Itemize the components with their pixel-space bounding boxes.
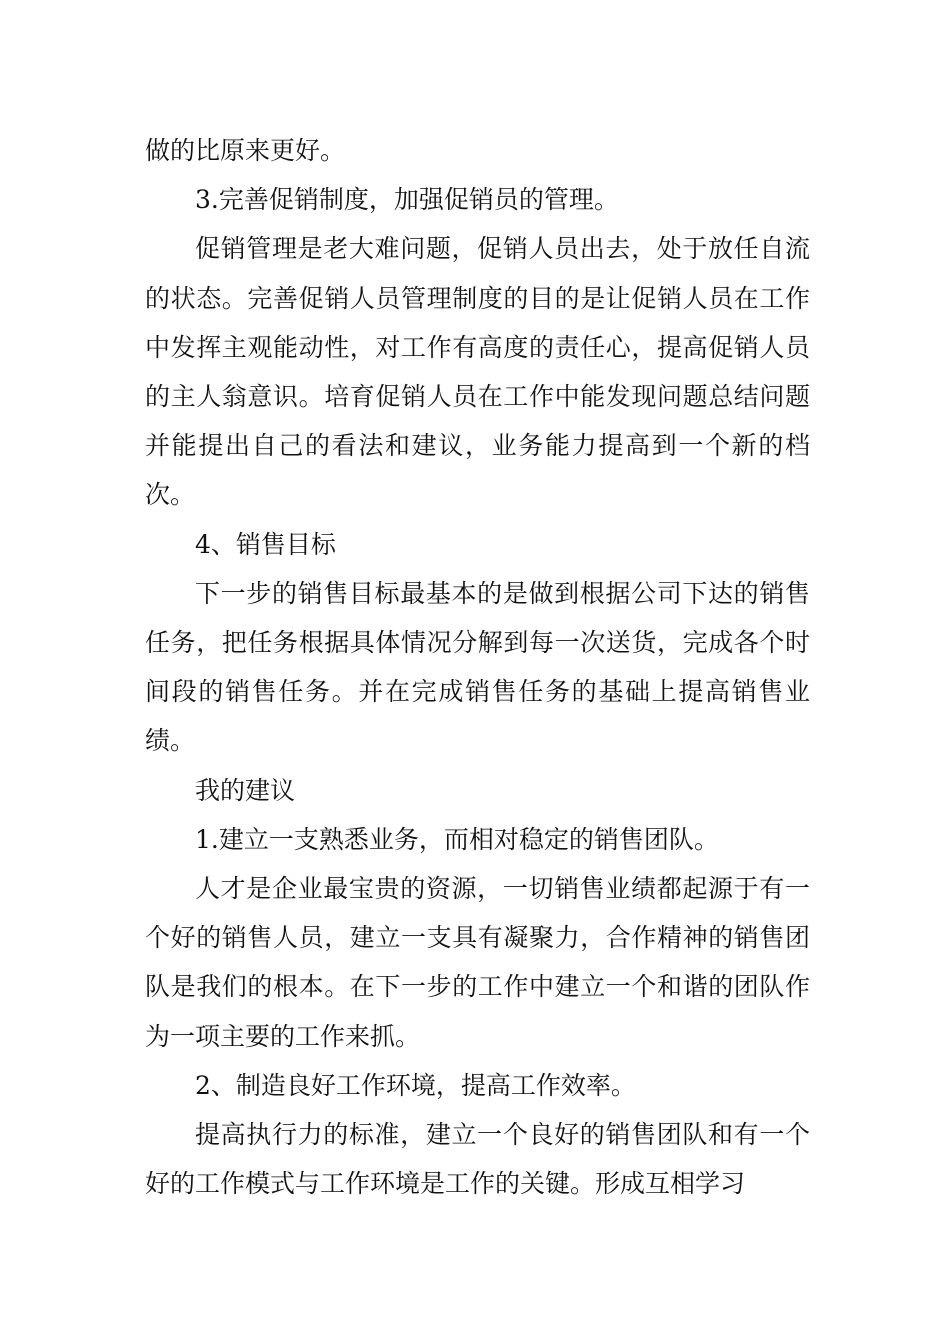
paragraph-build-team: 人才是企业最宝贵的资源，一切销售业绩都起源于有一个好的销售人员，建立一支具有凝聚力，合作精神的销售团队是我们的根本。在下一步的工作中建立一个和谐的团队作为一项主要的工作来抓。 [145,874,810,1051]
heading-promotion-system: 3.完善促销制度，加强促销员的管理。 [195,185,619,215]
paragraph-work-environment: 提高执行力的标准，建立一个良好的销售团队和有一个好的工作模式与工作环境是工作的关键。形成互相学习 [145,1120,810,1199]
paragraph-continuation: 做的比原来更好。 [145,136,346,165]
heading-my-suggestions: 我的建议 [195,775,296,805]
document-body [145,126,810,1208]
paragraph-sales-target: 下一步的销售目标最基本的是做到根据公司下达的销售任务，把任务根据具体情况分解到每一次送货，完成各个时间段的销售任务。并在完成销售任务的基础上提高销售业绩。 [145,578,810,756]
heading-sales-target: 4、销售目标 [195,529,336,559]
heading-work-environment: 2、制造良好工作环境，提高工作效率。 [195,1070,636,1100]
paragraph-promotion-management: 促销管理是老大难问题，促销人员出去，处于放任自流的状态。完善促销人员管理制度的目的是让促销人员在工作中发挥主观能动性，对工作有高度的责任心，提高促销人员的主人翁意识。培育促销人员在工作中能发现问题总结问题并能提出自己的看法和建议，业务能力提高到一个新的档次。 [145,234,810,510]
heading-build-team: 1.建立一支熟悉业务，而相对稳定的销售团队。 [195,824,719,854]
